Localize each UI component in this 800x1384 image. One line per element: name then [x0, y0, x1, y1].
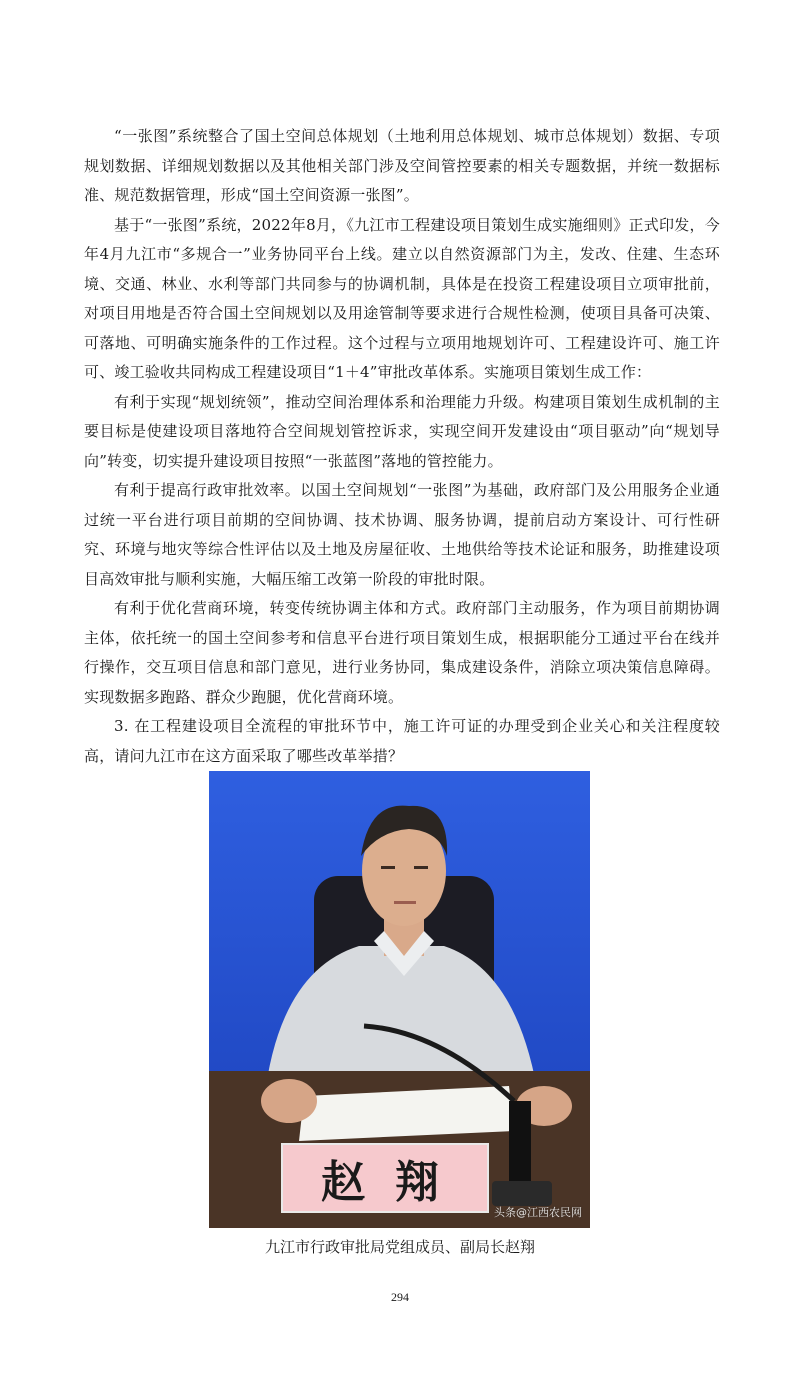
- speaker-photo: [209, 771, 590, 1228]
- paragraph-1: “一张图”系统整合了国土空间总体规划（土地利用总体规划、城市总体规划）数据、专项规划数据、详细规划数据以及其他相关部门涉及空间管控要素的相关专题数据，并统一数据标准、规范数据管理，形成“国土空间资源一张图”。: [84, 127, 720, 204]
- paragraph-4: 有利于提高行政审批效率。以国土空间规划“一张图”为基础，政府部门及公用服务企业通过统一平台进行项目前期的空间协调、技术协调、服务协调，提前启动方案设计、可行性研究、环境与地灾等综合性评估以及土地及房屋征收、土地供给等技术论证和服务，助推建设项目高效审批与顺利实施，大幅压缩工改第一阶段的审批时限。: [84, 481, 720, 588]
- photo-caption: 九江市行政审批局党组成员、副局长赵翔: [264, 1238, 535, 1256]
- paragraph-5: 有利于优化营商环境，转变传统协调主体和方式。政府部门主动服务，作为项目前期协调主体，依托统一的国土空间参考和信息平台进行项目策划生成，根据职能分工通过平台在线并行操作，交互项目信息和部门意见，进行业务协同，集成建设条件，消除立项决策信息障碍。实现数据多跑路、群众少跑腿，优化营商环境。: [84, 599, 720, 706]
- nameplate: 赵翔: [281, 1143, 489, 1213]
- paragraph-3: 有利于实现“规划统领”，推动空间治理体系和治理能力升级。构建项目策划生成机制的主要目标是使建设项目落地符合空间规划管控诉求，实现空间开发建设由“项目驱动”向“规划导向”转变，切实提升建设项目按照“一张蓝图”落地的管控能力。: [84, 392, 720, 470]
- document-body: [84, 122, 720, 771]
- paragraph-2: 基于“一张图”系统，2022年8月，《九江市工程建设项目策划生成实施细则》正式印发，今年4月九江市“多规合一”业务协同平台上线。建立以自然资源部门为主，发改、住建、生态环境、交通、林业、水利等部门共同参与的协调机制，具体是在投资工程建设项目立项审批前，对项目用地是否符合国土空间规划以及用途管制等要求进行合规性检测，使项目具备可决策、可落地、可明确实施条件的工作过程。这个过程与立项用地规划许可、工程建设许可、施工许可、竣工验收共同构成工程建设项目“1＋4”审批改革体系。实施项目策划生成工作：: [84, 215, 720, 381]
- watermark: 头条@江西农民网: [494, 1206, 582, 1219]
- question-3: 3. 在工程建设项目全流程的审批环节中，施工许可证的办理受到企业关心和关注程度较高，请问九江市在这方面采取了哪些改革举措？: [84, 717, 720, 765]
- page-number: 294: [391, 1290, 409, 1304]
